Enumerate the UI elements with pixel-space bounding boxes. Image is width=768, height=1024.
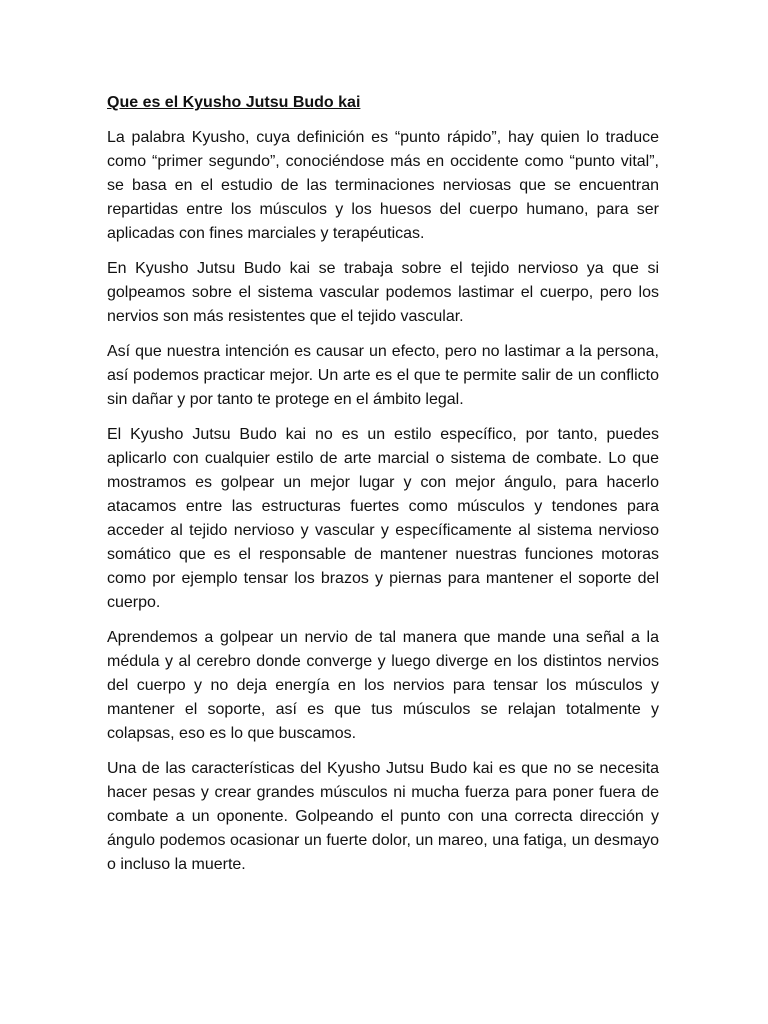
paragraph-4: El Kyusho Jutsu Budo kai no es un estilo específico, por tanto, puedes aplicarlo con cualquier estilo de arte marcial o sistema de combate. Lo que mostramos es golpear un mejor lugar y con mejor ángulo, para hacerlo atacamos entre las estructuras fuertes como músculos y tendones para acceder al tejido nervioso y vascular y específicamente al sistema nervioso somático que es el responsable de mantener nuestras funciones motoras como por ejemplo tensar los brazos y piernas para mantener el soporte del cuerpo. (107, 426, 659, 611)
paragraph-2: En Kyusho Jutsu Budo kai se trabaja sobre el tejido nervioso ya que si golpeamos sobre el sistema vascular podemos lastimar el cuerpo, pero los nervios son más resistentes que el tejido vascular. (107, 260, 659, 325)
document-title: Que es el Kyusho Jutsu Budo kai (107, 94, 361, 111)
paragraph-6: Una de las características del Kyusho Jutsu Budo kai es que no se necesita hacer pesas y crear grandes músculos ni mucha fuerza para poner fuera de combate a un oponente. Golpeando el punto con una correcta dirección y ángulo podemos ocasionar un fuerte dolor, un mareo, una fatiga, un desmayo o incluso la muerte. (107, 760, 659, 873)
paragraph-1: La palabra Kyusho, cuya definición es “punto rápido”, hay quien lo traduce como “primer segundo”, conociéndose más en occidente como “punto vital”, se basa en el estudio de las terminaciones nerviosas que se encuentran repartidas entre los músculos y los huesos del cuerpo humano, para ser aplicadas con fines marciales y terapéuticas. (107, 129, 659, 242)
paragraph-3: Así que nuestra intención es causar un efecto, pero no lastimar a la persona, así podemos practicar mejor. Un arte es el que te permite salir de un conflicto sin dañar y por tanto te protege en el ámbito legal. (107, 343, 659, 408)
paragraph-5: Aprendemos a golpear un nervio de tal manera que mande una señal a la médula y al cerebro donde converge y luego diverge en los distintos nervios del cuerpo y no deja energía en los nervios para tensar los músculos y mantener el soporte, así es que tus músculos se relajan totalmente y colapsas, eso es lo que buscamos. (107, 629, 659, 742)
document-page (107, 91, 659, 888)
